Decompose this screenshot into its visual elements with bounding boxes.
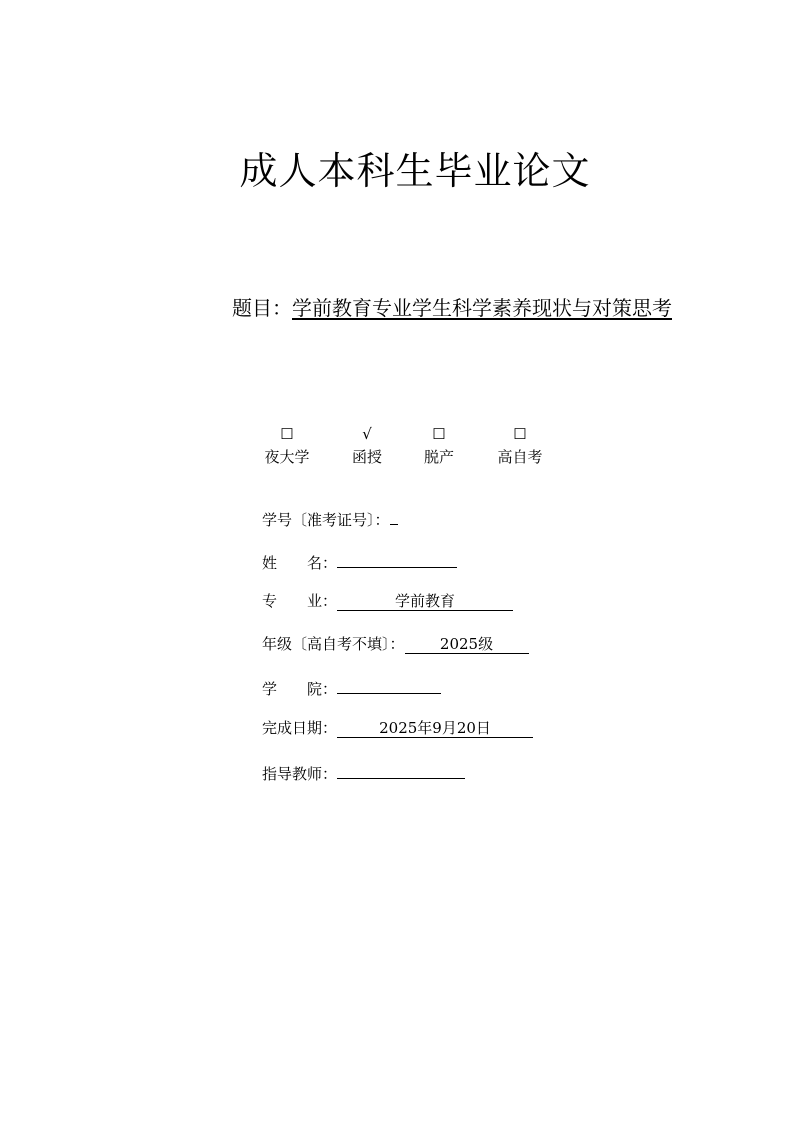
advisor-field[interactable]	[337, 760, 465, 779]
unchecked-box-icon: ☐	[280, 425, 294, 443]
name-field[interactable]	[337, 549, 457, 568]
completion-date-row	[262, 717, 533, 739]
major-field[interactable]: 学前教育	[337, 592, 513, 611]
unchecked-box-icon: ☐	[513, 425, 527, 443]
unchecked-box-icon: ☐	[432, 425, 446, 443]
topic-label: 题目：	[232, 296, 292, 320]
study-mode-label: 高自考	[497, 448, 543, 466]
study-mode-label: 函授	[351, 448, 382, 466]
name-label: 姓 名：	[262, 554, 338, 572]
study-mode-night-university[interactable]	[247, 424, 327, 467]
college-label: 学 院：	[262, 680, 338, 698]
study-mode-label: 夜大学	[264, 448, 310, 466]
student-id-label: 学号〔准考证号〕：	[262, 511, 390, 529]
grade-row	[262, 633, 529, 655]
student-id-row	[262, 506, 398, 528]
study-mode-self-study-exam[interactable]	[480, 424, 560, 467]
checkmark-icon: √	[362, 425, 372, 443]
study-mode-full-time[interactable]	[399, 424, 479, 467]
major-label: 专 业：	[262, 592, 338, 610]
grade-label: 年级〔高自考不填〕：	[262, 635, 405, 653]
major-row	[262, 590, 513, 612]
thesis-topic	[232, 292, 672, 321]
college-field[interactable]	[337, 675, 441, 694]
grade-field[interactable]: 2025级	[405, 635, 529, 654]
advisor-label: 指导教师：	[262, 765, 338, 783]
completion-date-label: 完成日期：	[262, 719, 338, 737]
study-mode-label: 脱产	[423, 448, 454, 466]
name-row	[262, 549, 457, 571]
study-mode-options	[0, 424, 800, 474]
college-row	[262, 675, 441, 697]
completion-date-field[interactable]: 2025年9月20日	[337, 719, 533, 738]
thesis-cover-title: 成人本科生毕业论文	[239, 149, 591, 193]
student-id-field[interactable]	[390, 506, 398, 525]
topic-value: 学前教育专业学生科学素养现状与对策思考	[292, 296, 672, 320]
advisor-row	[262, 760, 465, 782]
study-mode-correspondence[interactable]	[327, 424, 407, 467]
